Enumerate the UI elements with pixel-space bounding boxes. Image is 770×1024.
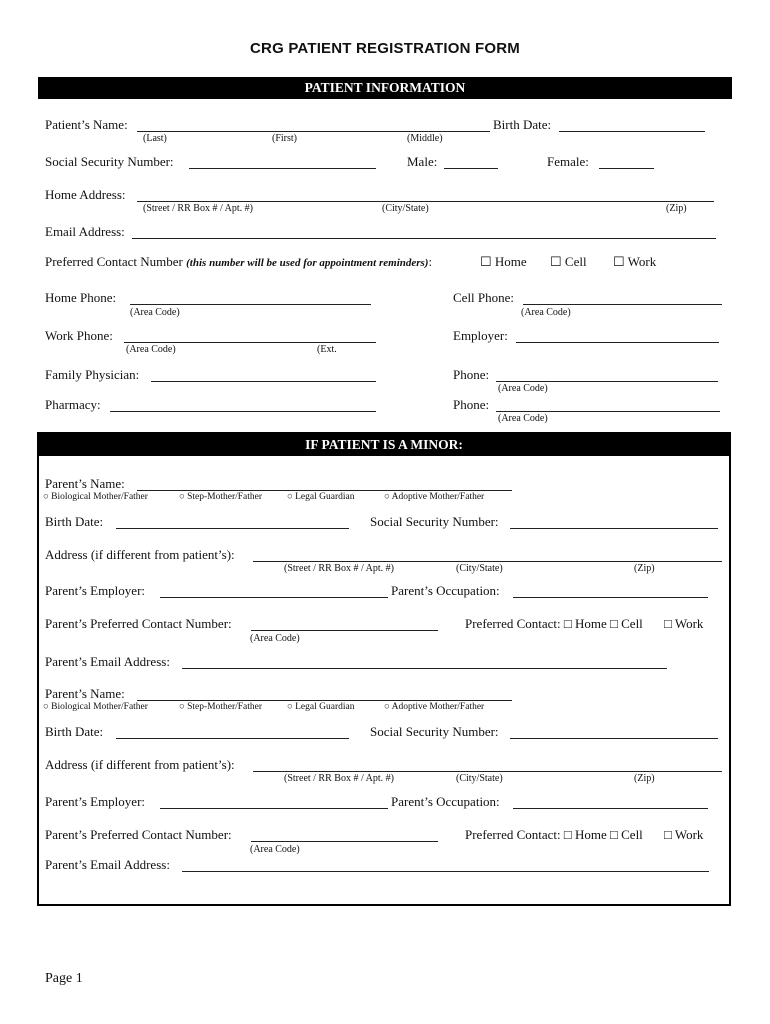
physician-phone-field[interactable] xyxy=(496,381,718,382)
parent1-pref-contact-options[interactable]: Preferred Contact: □ Home □ Cell xyxy=(465,616,643,631)
parent1-occupation-field[interactable] xyxy=(513,597,708,598)
pharmacy-phone-label: Phone: xyxy=(453,397,490,412)
parent2-birth-label: Birth Date: xyxy=(45,724,104,739)
parent2-pref-number-field[interactable] xyxy=(251,841,438,842)
parent2-rel-bio[interactable]: ○ Biological Mother/Father xyxy=(43,702,148,712)
parent1-ssn-label: Social Security Number: xyxy=(370,514,499,529)
parent2-employer-field[interactable] xyxy=(160,808,388,809)
pref-work-checkbox[interactable]: ☐ Work xyxy=(613,254,657,269)
sub-street: (Street / RR Box # / Apt. #) xyxy=(143,203,253,214)
home-phone-label: Home Phone: xyxy=(45,290,117,305)
home-address-label: Home Address: xyxy=(45,187,126,202)
pharmacy-field[interactable] xyxy=(110,411,376,412)
page-number: Page 1 xyxy=(45,971,83,986)
form-title: CRG PATIENT REGISTRATION FORM xyxy=(250,40,520,57)
patient-info-header: PATIENT INFORMATION xyxy=(38,77,732,99)
parent2-pref-number-label: Parent’s Preferred Contact Number: xyxy=(45,827,232,842)
pref-cell-checkbox[interactable]: ☐ Cell xyxy=(550,254,587,269)
birth-date-field[interactable] xyxy=(559,131,705,132)
preferred-contact-note: (this number will be used for appointment reminders) xyxy=(186,257,429,269)
parent1-employer-label: Parent’s Employer: xyxy=(45,583,146,598)
physician-phone-area-code: (Area Code) xyxy=(498,383,548,394)
pharmacy-label: Pharmacy: xyxy=(45,397,101,412)
ssn-field[interactable] xyxy=(189,168,376,169)
sub-city: (City/State) xyxy=(382,203,429,214)
cell-phone-area-code: (Area Code) xyxy=(521,307,571,318)
female-field[interactable] xyxy=(599,168,654,169)
home-address-field[interactable] xyxy=(137,201,714,202)
home-phone-area-code: (Area Code) xyxy=(130,307,180,318)
parent1-ssn-field[interactable] xyxy=(510,528,718,529)
sub-zip: (Zip) xyxy=(666,203,687,214)
parent1-birth-field[interactable] xyxy=(116,528,349,529)
family-physician-label: Family Physician: xyxy=(45,367,140,382)
parent1-rel-bio[interactable]: ○ Biological Mother/Father xyxy=(43,492,148,502)
parent1-rel-adopt[interactable]: ○ Adoptive Mother/Father xyxy=(384,492,485,502)
parent1-sub-street: (Street / RR Box # / Apt. #) xyxy=(284,563,394,574)
parent2-ssn-label: Social Security Number: xyxy=(370,724,499,739)
parent2-ssn-field[interactable] xyxy=(510,738,718,739)
parent2-sub-zip: (Zip) xyxy=(634,773,655,784)
home-phone-field[interactable] xyxy=(130,304,371,305)
preferred-contact-colon: : xyxy=(428,254,433,269)
parent1-rel-legal[interactable]: ○ Legal Guardian xyxy=(287,492,355,502)
email-label: Email Address: xyxy=(45,224,125,239)
parent1-employer-field[interactable] xyxy=(160,597,388,598)
male-field[interactable] xyxy=(444,168,498,169)
work-phone-field[interactable] xyxy=(124,342,376,343)
parent2-sub-city: (City/State) xyxy=(456,773,503,784)
physician-phone-label: Phone: xyxy=(453,367,490,382)
parent2-area-code: (Area Code) xyxy=(250,844,300,855)
sub-last: (Last) xyxy=(143,133,167,144)
pref-home-checkbox[interactable]: ☐ Home xyxy=(480,254,527,269)
work-phone-area-code: (Area Code) xyxy=(126,344,176,355)
parent2-employer-label: Parent’s Employer: xyxy=(45,794,146,809)
parent2-sub-street: (Street / RR Box # / Apt. #) xyxy=(284,773,394,784)
patient-name-label: Patient’s Name: xyxy=(45,117,128,132)
parent2-address-field[interactable] xyxy=(253,771,722,772)
birth-date-label: Birth Date: xyxy=(493,117,552,132)
female-label: Female: xyxy=(547,154,589,169)
parent1-sub-city: (City/State) xyxy=(456,563,503,574)
parent1-sub-zip: (Zip) xyxy=(634,563,655,574)
parent1-name-label: Parent’s Name: xyxy=(45,476,125,491)
parent1-pref-work[interactable]: □ Work xyxy=(664,616,704,631)
parent1-pref-number-label: Parent’s Preferred Contact Number: xyxy=(45,616,232,631)
ssn-label: Social Security Number: xyxy=(45,154,174,169)
work-phone-label: Work Phone: xyxy=(45,328,113,343)
parent1-occupation-label: Parent’s Occupation: xyxy=(391,583,500,598)
parent2-name-label: Parent’s Name: xyxy=(45,686,125,701)
email-field[interactable] xyxy=(132,238,716,239)
parent2-email-field[interactable] xyxy=(182,871,709,872)
parent2-occupation-field[interactable] xyxy=(513,808,708,809)
employer-label: Employer: xyxy=(453,328,508,343)
parent2-occupation-label: Parent’s Occupation: xyxy=(391,794,500,809)
parent2-pref-contact-options[interactable]: Preferred Contact: □ Home □ Cell xyxy=(465,827,643,842)
parent1-address-field[interactable] xyxy=(253,561,722,562)
work-phone-ext: (Ext. xyxy=(317,344,337,355)
parent1-email-label: Parent’s Email Address: xyxy=(45,654,170,669)
cell-phone-field[interactable] xyxy=(523,304,722,305)
parent1-rel-step[interactable]: ○ Step-Mother/Father xyxy=(179,492,263,502)
preferred-contact-label xyxy=(45,254,432,270)
parent2-rel-step[interactable]: ○ Step-Mother/Father xyxy=(179,702,263,712)
sub-middle: (Middle) xyxy=(407,133,443,144)
parent2-rel-adopt[interactable]: ○ Adoptive Mother/Father xyxy=(384,702,485,712)
parent2-address-label: Address (if different from patient’s): xyxy=(45,757,235,772)
parent1-birth-label: Birth Date: xyxy=(45,514,104,529)
cell-phone-label: Cell Phone: xyxy=(453,290,515,305)
male-label: Male: xyxy=(407,154,438,169)
parent2-birth-field[interactable] xyxy=(116,738,349,739)
parent2-name-field[interactable] xyxy=(137,700,512,701)
parent2-rel-legal[interactable]: ○ Legal Guardian xyxy=(287,702,355,712)
parent1-area-code: (Area Code) xyxy=(250,633,300,644)
parent2-pref-work[interactable]: □ Work xyxy=(664,827,704,842)
parent1-name-field[interactable] xyxy=(137,490,512,491)
parent1-email-field[interactable] xyxy=(182,668,667,669)
employer-field[interactable] xyxy=(516,342,719,343)
family-physician-field[interactable] xyxy=(151,381,376,382)
parent2-email-label: Parent’s Email Address: xyxy=(45,857,170,872)
pharmacy-phone-field[interactable] xyxy=(496,411,720,412)
patient-name-field[interactable] xyxy=(137,131,490,132)
preferred-contact-text: Preferred Contact Number xyxy=(45,254,183,269)
parent1-pref-number-field[interactable] xyxy=(251,630,438,631)
sub-first: (First) xyxy=(272,133,297,144)
pharmacy-phone-area-code: (Area Code) xyxy=(498,413,548,424)
parent1-address-label: Address (if different from patient’s): xyxy=(45,547,235,562)
minor-header: IF PATIENT IS A MINOR: xyxy=(38,434,730,456)
